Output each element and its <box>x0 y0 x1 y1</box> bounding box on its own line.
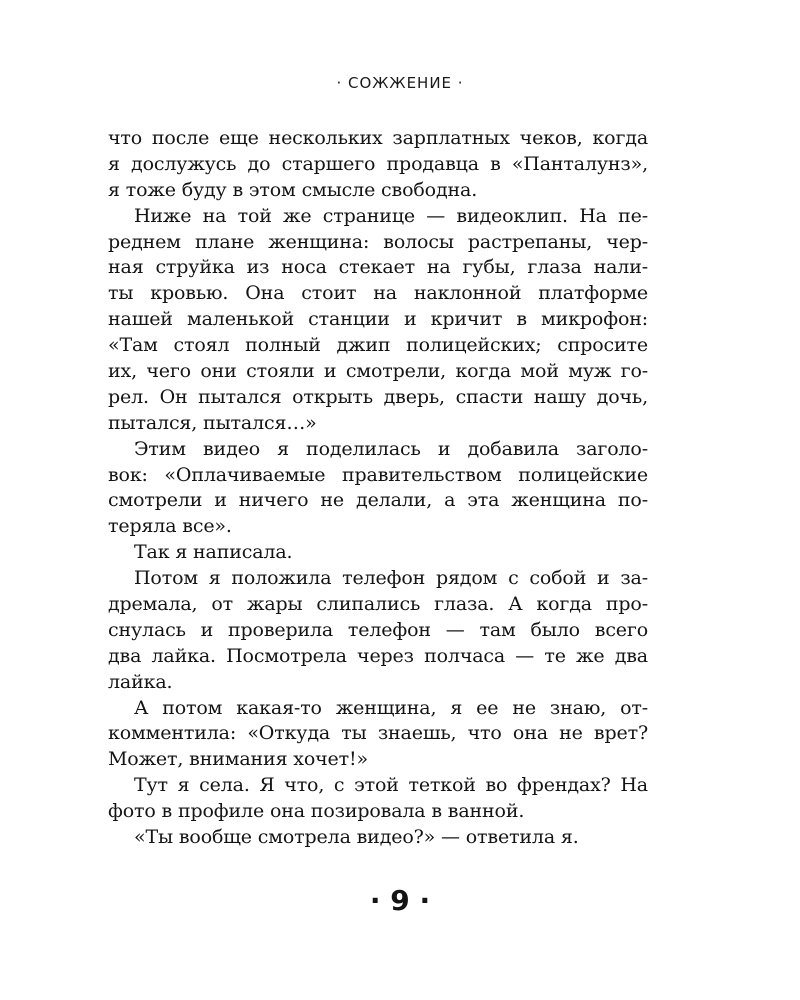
paragraph-first-line: Так я написала. <box>134 541 293 564</box>
text-line: я тоже буду в этом смысле свободна. <box>108 178 478 201</box>
text-line: теряла все». <box>108 515 232 538</box>
text-line: комментила: «Откуда ты знаешь, что она не врет? <box>108 722 648 745</box>
text-line: «Там стоял полный джип полицейских; спросите <box>108 334 648 357</box>
text-line: два лайка. Посмотрела через полчаса — те же два <box>108 644 648 667</box>
paragraph-first-line: Потом я положила телефон рядом с собой и за- <box>134 567 648 590</box>
paragraph-first-line: Этим видео я поделилась и добавила заголо- <box>134 437 648 460</box>
text-line: рел. Он пытался открыть дверь, спасти нашу дочь, <box>108 385 648 408</box>
paragraph-first-line: Ниже на той же странице — видеоклип. На пе- <box>134 204 648 227</box>
page-number: · 9 · <box>369 884 431 917</box>
paragraph-first-line: «Ты вообще смотрела видео?» — ответила я. <box>134 826 579 849</box>
text-line: нашей маленькой станции и кричит в микрофон: <box>108 308 648 331</box>
text-line: что после еще нескольких зарплатных чеков, когда <box>108 127 648 149</box>
text-line: ная струйка из носа стекает на губы, глаза нали- <box>108 256 648 279</box>
text-line: лайка. <box>108 670 173 693</box>
body-text <box>108 126 648 851</box>
text-line: пытался, пытался…» <box>108 411 317 434</box>
text-line: ты кровью. Она стоит на наклонной платформе <box>108 282 648 305</box>
text-line: реднем плане женщина: волосы растрепаны, чер- <box>108 230 648 253</box>
text-line: смотрели и ничего не делали, а эта женщина по- <box>108 489 648 512</box>
paragraph-first-line: Тут я села. Я что, с этой теткой во френдах? На <box>134 774 648 797</box>
running-head: · СОЖЖЕНИЕ · <box>336 74 464 92</box>
text-line: Может, внимания хочет!» <box>108 748 368 771</box>
text-line: фото в профиле она позировала в ванной. <box>108 800 525 823</box>
paragraph-first-line: А потом какая-то женщина, я ее не знаю, от- <box>134 696 648 719</box>
text-line: вок: «Оплачиваемые правительством полицейские <box>108 463 648 486</box>
text-line: дремала, от жары слипались глаза. А когда про- <box>108 593 648 616</box>
text-line: я дослужусь до старшего продавца в «Панталунз», <box>108 152 648 175</box>
text-line: их, чего они стояли и смотрели, когда мой муж го- <box>108 360 648 383</box>
text-line: снулась и проверила телефон — там было всего <box>108 618 648 641</box>
